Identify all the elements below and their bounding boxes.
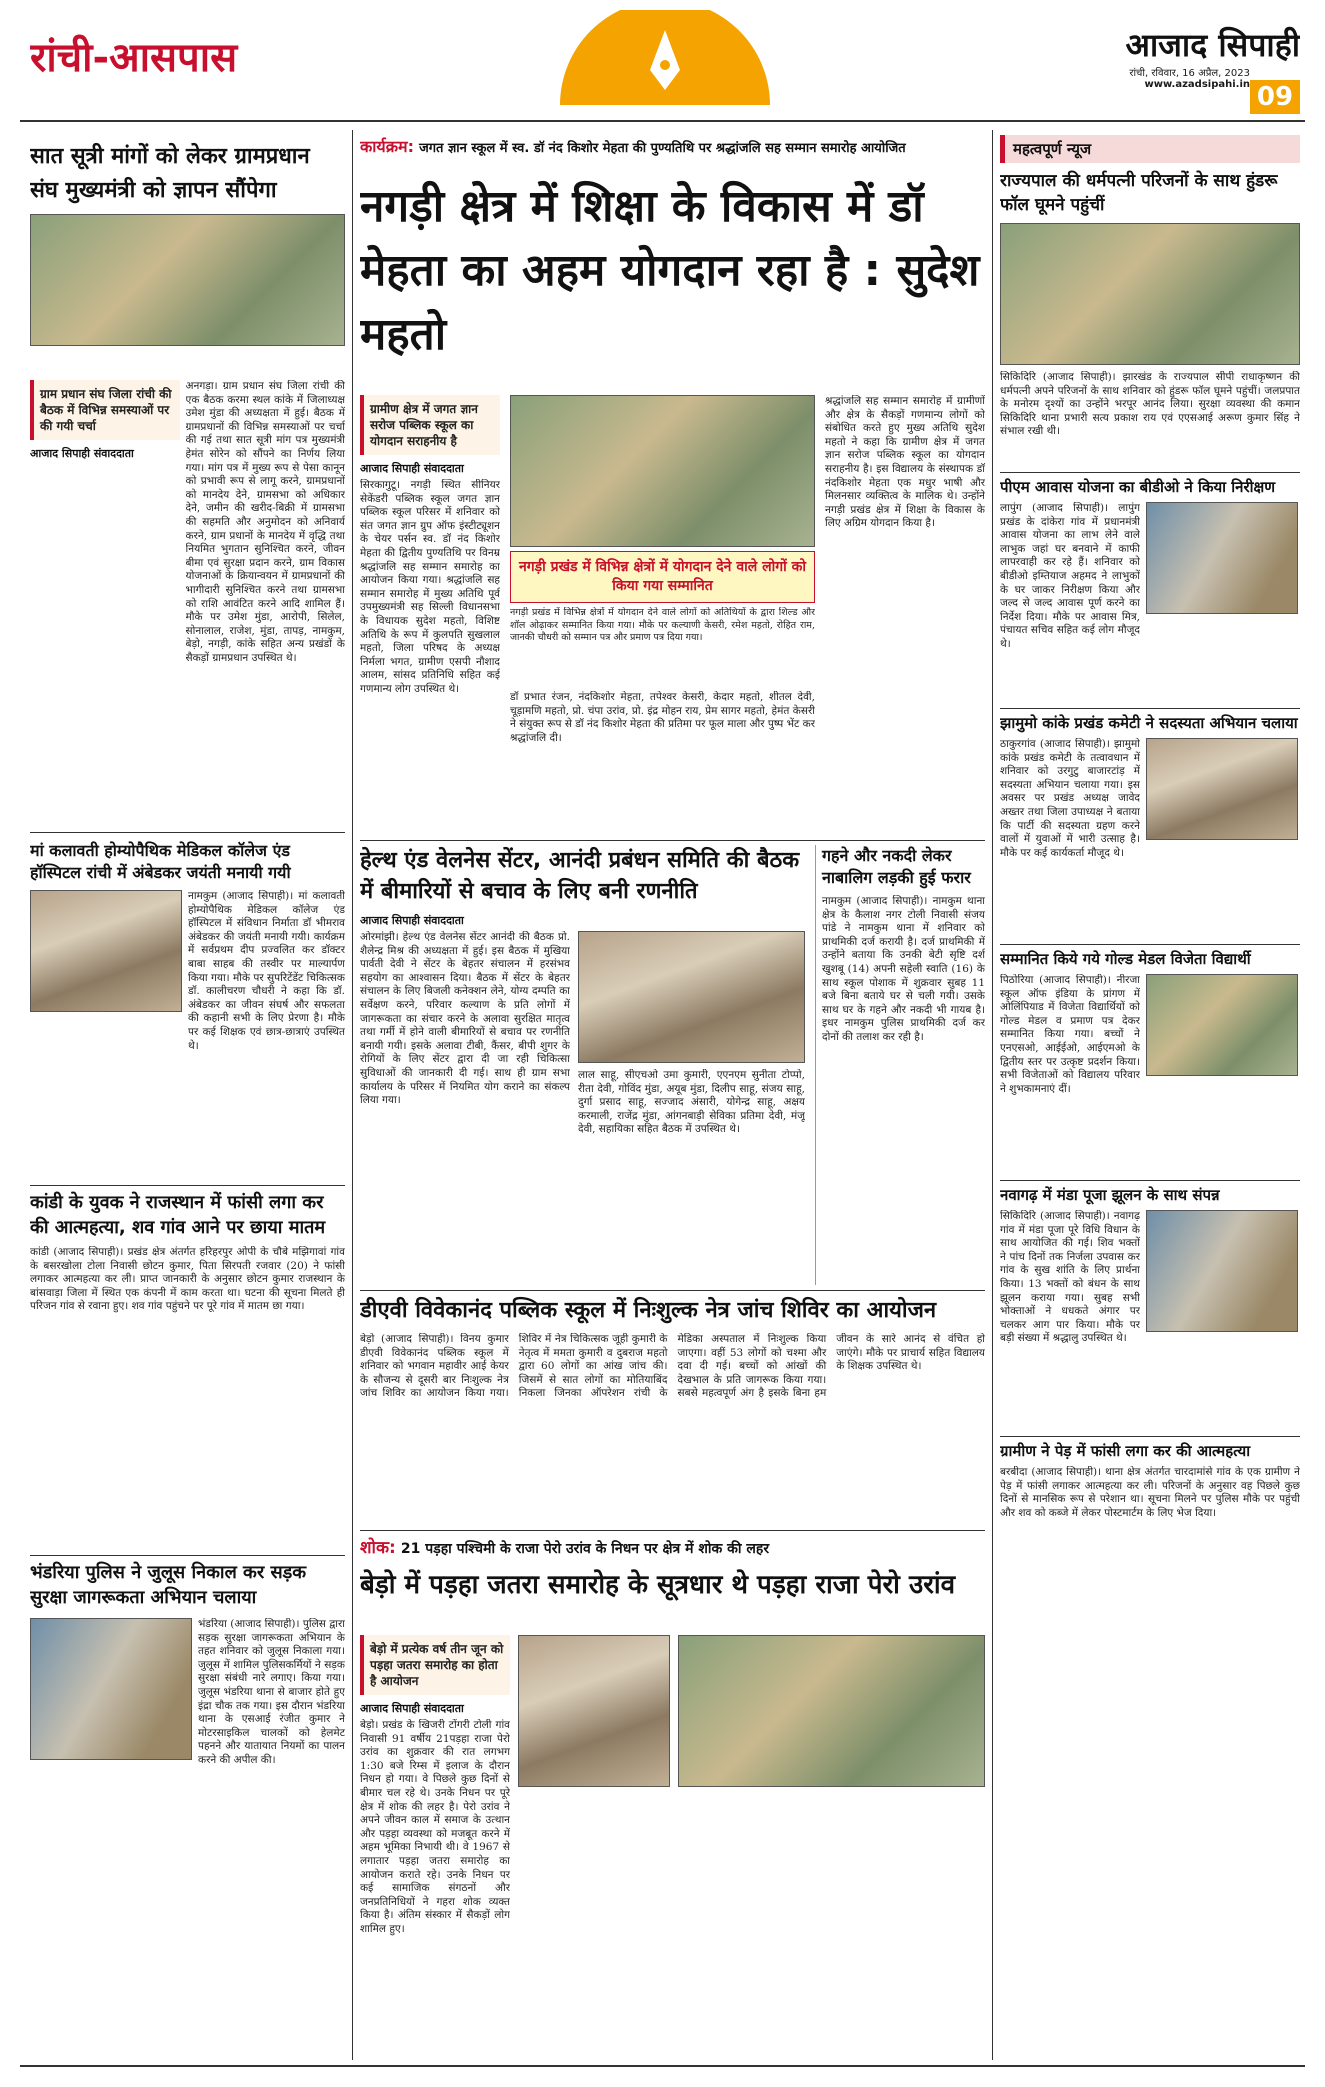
right-story-5 [1000, 1180, 1300, 1430]
story-body: सिकिदिरि (आजाद सिपाही)। झारखंड के राज्यपाल सीपी राधाकृष्णन की धर्मपत्नी अपने परिजनों के साथ शनिवार को हुंडरू फॉल घूमने पहुंचीं। जलप्रपात के मनोरम दृश्यों का उन्होंने भरपूर आनंद लिया। सुरक्षा व्यवस्था की कमान सिकिदिरि थाना प्रभारी सत्य प्रकाश राय एवं एएसआई अरूण कुमार सिंह ने संभाल रखी थी। [1000, 371, 1300, 438]
story-headline: हेल्थ एंड वेलनेस सेंटर, आनंदी प्रबंधन समिति की बैठक में बीमारियों से बचाव के लिए बनी रणनीति [360, 848, 800, 904]
shok-body [360, 1635, 985, 2065]
dateline: रांची, रविवार, 16 अप्रैल, 2023 [1129, 68, 1250, 79]
left-story-4 [30, 1560, 345, 2060]
award-photo [510, 395, 815, 547]
byline: आजाद सिपाही संवाददाता [30, 447, 134, 460]
jmm-photo [1146, 738, 1298, 840]
section-name: रांची-आसपास [30, 35, 238, 81]
right-column [1000, 135, 1300, 2065]
masthead-logo [550, 10, 780, 105]
story-body: सिरकागुटू। नगड़ी स्थित सीनियर सेकेंडरी पब्लिक स्कूल जगत ज्ञान पब्लिक स्कूल परिसर में शनिवार को संत जगत ज्ञान ग्रुप ऑफ इंस्टीट्यूशन के चेयर पर्सन स्व. डॉ नंद किशोर मेहता की द्वितीय पुण्यतिथि पर विनम्र श्रद्धांजलि सह सम्मान समारोह का आयोजन किया गया। श्रद्धांजलि सह सम्मान समारोह में मुख्य अतिथि पूर्व उपमुख्यमंत्री सह सिल्ली विधानसभा के विधायक सुदेश महतो, विशिष्ट अतिथि के रूप में कुलपति सुखलाल महतो, जिला परिषद के अध्यक्ष निर्मला भगत, ग्रामीण एसपी नौशाद आलम, सांसद प्रतिनिधि सहित कई गणमान्य लोग उपस्थित थे। [360, 479, 500, 695]
story-headline: डीएवी विवेकानंद पब्लिक स्कूल में निःशुल्क नेत्र जांच शिविर का आयोजन [360, 1298, 937, 1323]
byline: आजाद सिपाही संवाददाता [360, 1702, 464, 1715]
left-story-2 [30, 840, 345, 1180]
shok-headline [360, 1568, 985, 1628]
story-body: सिकिदिरि (आजाद सिपाही)। नवागढ़ गांव में मंडा पूजा पूरे विधि विधान के साथ आयोजित की गई। शिव भक्तों ने पांच दिनों तक निर्जला उपवास कर गांव के सुख शांति के लिए प्रार्थना किया। 13 भक्तों को बंधन के साथ झूलन कराया गया। सुबह सभी भोक्ताओं ने धधकते अंगार पर चलकर आग पार किया। मौके पर बड़ी संख्या में श्रद्धालु उपस्थित थे। [1000, 1210, 1140, 1345]
story-body: अनगड़ा। ग्राम प्रधान संघ जिला रांची की एक बैठक करमा स्थल कांके में जिलाध्यक्ष उमेश मुंडा की अध्यक्षता में हुई। बैठक में ग्रामप्रधानों की विभिन्न समस्याओं पर चर्चा की गई तथा सात सूत्री मांग पत्र मुख्यमंत्री हेमंत सोरेन को सौंपने का निर्णय लिया गया। मांग पत्र में मुख्य रूप से पेसा कानून को प्रभावी रूप से लागू करने, ग्रामप्रधानों को मानदेय देने, ग्रामसभा को अधिकार देने, जमीन की खरीद-बिक्री में ग्रामसभा की सहमति और अनुमोदन को अनिवार्य करने, ग्राम प्रधानों के मानदेय में वृद्धि तथा नियमित भुगतान सुनिश्चित करने, जीवन बीमा एवं सुरक्षा प्रदान करने, ग्राम विकास योजनाओं के क्रियान्वयन में ग्रामप्रधानों की भागीदारी सुनिश्चित करने तथा ग्रामसभा को राशि आवंटित करने आदि शामिल हैं। मौके पर उमेश मुंडा, आरोपी, सिलेल, सोनालाल, राजेश, मुंडा, तापड़, नामकुम, बेड़ो, नगड़ी, कांके सहित अन्य प्रखंडों के सैकड़ों ग्रामप्रधान उपस्थित थे। [185, 380, 345, 664]
story-headline: पीएम आवास योजना का बीडीओ ने किया निरीक्षण [1000, 478, 1276, 496]
col-rule-right [992, 130, 993, 2060]
pero-oraon-photo [518, 1635, 670, 1787]
headline: नगड़ी क्षेत्र में शिक्षा के विकास में डॉ मेहता का अहम योगदान रहा है : सुदेश महतो [360, 181, 980, 360]
caption-detail: नगड़ी प्रखंड में विभिन्न क्षेत्रों में योगदान देने वाले लोगों को अतिथियों के द्वारा शिल्ड और शॉल ओढ़ाकर सम्मानित किया गया। मौके पर कल्याणी केसरी, रमेश महतो, रोहित राम, जानकी चौधरी को सम्मान पत्र और प्रमाण पत्र दिया गया। [510, 607, 815, 643]
right-story-2 [1000, 472, 1300, 702]
pull-quote: बेड़ो में प्रत्येक वर्ष तीन जून को पड़हा जतरा समारोह का होता है आयोजन [360, 1635, 510, 1695]
story-body: नामकुम (आजाद सिपाही)। मां कलावती होम्योपैथिक मेडिकल कॉलेज एंड हॉस्पिटल में संविधान निर्माता डॉ भीमराव अंबेडकर की जयंती मनायी गयी। कार्यक्रम में सर्वप्रथम दीप प्रज्वलित कर डॉक्टर बाबा साहब की तस्वीर पर माल्यार्पण किया गया। मौके पर सुपरिटेंडेंट चिकित्सक डॉ. कालीचरण चौधरी ने कहा कि डॉ. अंबेडकर का जीवन संघर्ष और सफलता की कहानी सभी के लिए प्रेरणा है। मौके पर कई शिक्षक एवं छात्र-छात्राएं उपस्थित थे। [188, 890, 345, 1052]
divider [30, 1185, 345, 1186]
story-headline: सात सूत्री मांगों को लेकर ग्रामप्रधान संघ मुख्यमंत्री को ज्ञापन सौंपेगा [30, 144, 310, 203]
divider [360, 1530, 985, 1531]
dav-story [360, 1295, 985, 1525]
story-body: श्रद्धांजलि सह सम्मान समारोह में ग्रामीणों और क्षेत्र के सैकड़ों गणमान्य लोगों को संबोधित करते हुए मुख्य अतिथि सुदेश महतो ने कहा कि ग्रामीण क्षेत्र में जगत ज्ञान सरोज पब्लिक स्कूल का योगदान सराहनीय है। इस विद्यालय के संस्थापक डॉ नंदकिशोर मेहता एक मधुर भाषी और मिलनसार व्यक्तित्व के मालिक थे। उन्होंने नगड़ी प्रखंड क्षेत्र में शिक्षा के विकास के लिए अग्रिम योगदान किया है। [825, 395, 985, 530]
kicker-label: कार्यक्रम: [360, 137, 414, 156]
lead-headline [360, 175, 985, 385]
divider [30, 832, 345, 833]
story-body: पिठोरिया (आजाद सिपाही)। नीरजा स्कूल ऑफ इंडिया के प्रांगण में ओलिंपियाड में विजेता विद्यार्थियों को गोल्ड मेडल व प्रमाण पत्र देकर सम्मानित किया गया। बच्चों ने एनएसओ, आईईओ, आईएमओ के द्वितीय स्तर पर उत्कृष्ट प्रदर्शन किया। सभी विजेताओं को विद्यालय परिवार ने शुभकामनाएं दीं। [1000, 974, 1140, 1095]
students-photo [1146, 974, 1298, 1076]
story-body-2: लाल साहू, सीएचओ उमा कुमारी, एएनएम सुनीता टोप्पो, रीता देवी, गोविंद मुंडा, अयूब मुंडा, दिलीप साहू, संजय साहू, दुर्गा प्रसाद साहू, सज्जाद अंसारी, योगेन्द्र साहू, अक्षय करमाली, राजेंद्र मुंडा, आंगनबाड़ी सेविका प्रतिमा देवी, मंजू देवी, सहायिका सहित बैठक में उपस्थित थे। [578, 1069, 805, 1136]
story-body: ओरमांझी। हेल्थ एंड वेलनेस सेंटर आनंदी की बैठक प्रो. शैलेन्द्र मिश्र की अध्यक्षता में हुई। इस बैठक में मुखिया पार्वती देवी ने सेंटर के बेहतर संचालन में हरसंभव सहयोग का आश्वासन दिया। बैठक में सेंटर के बेहतर संचालन के लिए बिजली कनेक्शन लेने, योग्य दम्पति का सर्वेक्षण करने, परिवार कल्याण के प्रति लोगों में जागरूकता का संचार करने के अलावा सुरक्षित मातृत्व तथा गर्मी में होने वाली बीमारियों से बचाव पर रणनीति बनायी गयी। इसके अलावा टीबी, कैंसर, बीपी शुगर के रोगियों के लिए सेंटर द्वारा दी जा रही चिकित्सा सुविधाओं की जानकारी दी गई। साथ ही ग्राम सभा कार्यालय के परिसर में नियमित योग कराने का संकल्प लिया गया। [360, 931, 570, 1107]
story-body: ठाकुरगांव (आजाद सिपाही)। झामुमो कांके प्रखंड कमेटी के तत्वावधान में शनिवार को उरगुटु बाजारटांड़ में सदस्यता अभियान चलाया गया। इस अवसर पर प्रखंड अध्यक्ष जावेद अख्तर तथा जिला उपाध्यक्ष ने बताया कि पार्टी की सदस्यता ग्रहण करने वालों में युवाओं में भारी उत्साह है। मौके पर कई कार्यकर्ता मौजूद थे। [1000, 738, 1140, 859]
masthead-rule [20, 120, 1305, 122]
kicker-label: शोक: [360, 1538, 396, 1558]
left-story-3 [30, 1190, 345, 1550]
missing-girl-story [815, 845, 985, 1285]
story-headline: मां कलावती होम्योपैथिक मेडिकल कॉलेज एंड हॉस्पिटल रांची में अंबेडकर जयंती मनायी गयी [30, 841, 291, 882]
photo-caption: नगड़ी प्रखंड में विभिन्न क्षेत्रों में योगदान देने वाले लोगों को किया गया सम्मानित [510, 551, 815, 603]
health-story [360, 845, 805, 1285]
story-headline: कांडी के युवक ने राजस्थान में फांसी लगा कर की आत्महत्या, शव गांव आने पर छाया मातम [30, 1192, 326, 1238]
headline: बेड़ो में पड़हा जतरा समारोह के सूत्रधार थे पड़हा राजा पेरो उरांव [360, 1570, 956, 1600]
shok-kicker [360, 1535, 985, 1565]
byline: आजाद सिपाही संवाददाता [360, 462, 464, 475]
story-headline: ग्रामीण ने पेड़ में फांसी लगा कर की आत्महत्या [1000, 1442, 1251, 1460]
manda-puja-photo [1146, 1210, 1298, 1332]
story-body: नामकुम (आजाद सिपाही)। नामकुम थाना क्षेत्र के कैलाश नगर टोली निवासी संजय पांडे ने नामकुम थाना में शनिवार को प्राथमिकी दर्ज करायी है। दर्ज प्राथमिकी में उन्होंने बताया कि उनकी बेटी सृष्टि दर्श खुशबू (14) अपनी सहेली स्वाति (16) के साथ स्कूल पोशाक में शुक्रवार सुबह 11 बजे बिना बताये घर से चली गयी। उसके साथ घर के गहने और नकदी भी गायब है। इधर नामकुम पुलिस प्राथमिकी दर्ज कर दोनों की तलाश कर रही है। [822, 895, 985, 1043]
lead-kicker [360, 135, 985, 169]
section-title [30, 30, 280, 90]
right-story-3 [1000, 708, 1300, 938]
website: www.azadsipahi.in [1144, 79, 1250, 90]
divider [360, 840, 985, 841]
story-headline: सम्मानित किये गये गोल्ड मेडल विजेता विद्यार्थी [1000, 950, 1251, 968]
byline: आजाद सिपाही संवाददाता [360, 914, 464, 927]
rally-photo [30, 214, 345, 346]
jagrukta-photo [30, 1618, 192, 1760]
story-body: डॉ प्रभात रंजन, नंदकिशोर मेहता, तपेश्वर केसरी, केदार महतो, शीतल देवी, चूड़ामणि महतो, प्रो. चंपा उरांव, प्रो. इंद्र मोहन राय, प्रेम सागर महतो, हेमंत केसरी ने संयुक्त रूप से डॉ नंद किशोर मेहता की प्रतिमा पर फूल माला और पुष्प भेंट कर श्रद्धांजलि दी। [510, 691, 815, 744]
right-story-1 [1000, 169, 1300, 466]
story-body: कांडी (आजाद सिपाही)। प्रखंड क्षेत्र अंतर्गत हरिहरपुर ओपी के चौबे मझिगावां गांव के बसरखोला टोला निवासी छोटन कुमार, पिता सिरपती रजवार (20) ने फांसी लगाकर आत्महत्या कर ली। प्राप्त जानकारी के अनुसार छोटन कुमार राजस्थान के बांसवाड़ा जिला में स्थित एक कंपनी में काम करता था। घटना की सूचना मिलते ही परिजन गांव से रवाना हुए। शव गांव पहुंचने पर पूरे गांव में मातम छा गया। [30, 1246, 345, 1313]
jayanti-photo [30, 890, 182, 1012]
meeting-photo [578, 931, 805, 1063]
lead-col1 [360, 395, 500, 835]
left-story-1-body [30, 380, 345, 830]
kicker-text: जगत ज्ञान स्कूल में स्व. डॉ नंद किशोर मेहता की पुण्यतिथि पर श्रद्धांजलि सह सम्मान समारोह आयोजित [419, 141, 906, 156]
story-headline: भंडरिया पुलिस ने जुलूस निकाल कर सड़क सुरक्षा जागरूकता अभियान चलाया [30, 1562, 307, 1608]
page-number: 09 [1250, 80, 1300, 114]
pull-quote: ग्रामीण क्षेत्र में जगत ज्ञान सरोज पब्लिक स्कूल का योगदान सराहनीय है [360, 395, 500, 455]
lead-col3 [825, 395, 985, 835]
story-body: भंडरिया (आजाद सिपाही)। पुलिस द्वारा सड़क सुरक्षा जागरूकता अभियान के तहत शनिवार को जुलूस निकाला गया। जुलूस में शामिल पुलिसकर्मियों ने सड़क सुरक्षा संबंधी नारे लगाए। किया गया। जुलूस भंडरिया थाना से बाजार होते हुए इंद्रा चौक तक गया। इस दौरान भंडरिया थाना के एसआई रंजीत कुमार ने मोटरसाइकिल चालकों को हेलमेट पहनने और यातायात नियमों का पालन करने की अपील की। [198, 1618, 345, 1766]
pull-quote: ग्राम प्रधान संघ जिला रांची की बैठक में विभिन्न समस्याओं पर की गयी चर्चा [30, 380, 180, 440]
divider [360, 1290, 985, 1291]
col-rule-left [352, 130, 353, 2060]
kicker-text: 21 पड़हा पश्चिमी के राजा पेरो उरांव के निधन पर क्षेत्र में शोक की लहर [400, 1541, 770, 1557]
section-heading: महत्वपूर्ण न्यूज [1000, 135, 1300, 163]
lead-photo-area [510, 395, 815, 835]
right-story-6 [1000, 1436, 1300, 1576]
hundru-photo [1000, 223, 1300, 365]
story-headline: नवागढ़ में मंडा पूजा झूलन के साथ संपन्न [1000, 1186, 1220, 1204]
right-story-4 [1000, 944, 1300, 1174]
story-headline: झामुमो कांके प्रखंड कमेटी ने सदस्यता अभियान चलाया [1000, 714, 1298, 732]
jatra-photo [678, 1635, 985, 1787]
footer-rule [20, 2065, 1305, 2067]
story-headline: गहने और नकदी लेकर नाबालिग लड़की हुई फरार [822, 846, 971, 887]
bdo-photo [1146, 502, 1298, 614]
paper-name: आजाद सिपाही [1125, 26, 1300, 64]
story-headline: राज्यपाल की धर्मपत्नी परिजनों के साथ हुंडरू फॉल घूमने पहुंचीं [1000, 171, 1278, 215]
divider [30, 1555, 345, 1556]
story-body: बेड़ो (आजाद सिपाही)। विनय कुमार डीएवी विवेकानंद पब्लिक स्कूल में शनिवार को भगवान महावीर आई केयर के सौजन्य से दूसरी बार निःशुल्क नेत्र जांच शिविर का आयोजन किया गया। शिविर में नेत्र चिकित्सक जूही कुमारी के नेतृत्व में ममता कुमारी व दुबराज महतो द्वारा 60 लोगों का आंख जांच की। जिसमें से सात लोगों का मोतियाबिंद निकला जिनका ऑपरेशन रांची के मेडिका अस्पताल में निःशुल्क किया जाएगा। वहीं 53 लोगों को चश्मा और दवा दी गई। बच्चों को आंखों की देखभाल के प्रति जागरूक किया गया। सबसे महत्वपूर्ण अंग है इसके बिना हम जीवन के सारे आनंद से वंचित हो जाएंगे। मौके पर प्राचार्य सहित विद्यालय के शिक्षक उपस्थित थे। [360, 1333, 985, 1400]
story-body: लापुंग (आजाद सिपाही)। लापुंग प्रखंड के दांकेरा गांव में प्रधानमंत्री आवास योजना का लाभ लेने वाले लाभुक जहां घर बनवाने में काफी लापरवाही कर रहे हैं। शनिवार को बीडीओ इम्तियाज अहमद ने लाभुकों के घर जाकर निरीक्षण किया और जल्द से जल्द आवास पूर्ण करने का निर्देश दिया। मौके पर आवास मित्र, पंचायत सचिव सहित कई लोग मौजूद थे। [1000, 502, 1140, 650]
story-body: बेड़ो। प्रखंड के खिजरी टोंगरी टोली गांव निवासी 91 वर्षीय 21पड़हा राजा पेरो उरांव का शुक्रवार की रात लगभग 1:30 बजे रिम्स में इलाज के दौरान निधन हो गया। वे पिछले कुछ दिनों से बीमार चल रहे थे। उनके निधन पर पूरे क्षेत्र में शोक की लहर है। पेरो उरांव ने अपने जीवन काल में समाज के उत्थान और पड़हा व्यवस्था को मजबूत करने में अहम भूमिका निभायी थी। वे 1967 से लगातार पड़हा जतरा समारोह का आयोजन कराते रहे। उनके निधन पर कई सामाजिक संगठनों और जनप्रतिनिधियों ने गहरा शोक व्यक्त किया है। अंतिम संस्कार में सैकड़ों लोग शामिल हुए। [360, 1719, 510, 1935]
story-body: बरबीदा (आजाद सिपाही)। थाना क्षेत्र अंतर्गत चारदामांसे गांव के एक ग्रामीण ने पेड़ में फांसी लगाकर आत्महत्या कर ली। परिजनों के अनुसार वह पिछले कुछ दिनों से मानसिक रूप से परेशान था। सूचना मिलने पर पुलिस मौके पर पहुंची और शव को कब्जे में लेकर पोस्टमार्टम के लिए भेज दिया। [1000, 1466, 1300, 1519]
